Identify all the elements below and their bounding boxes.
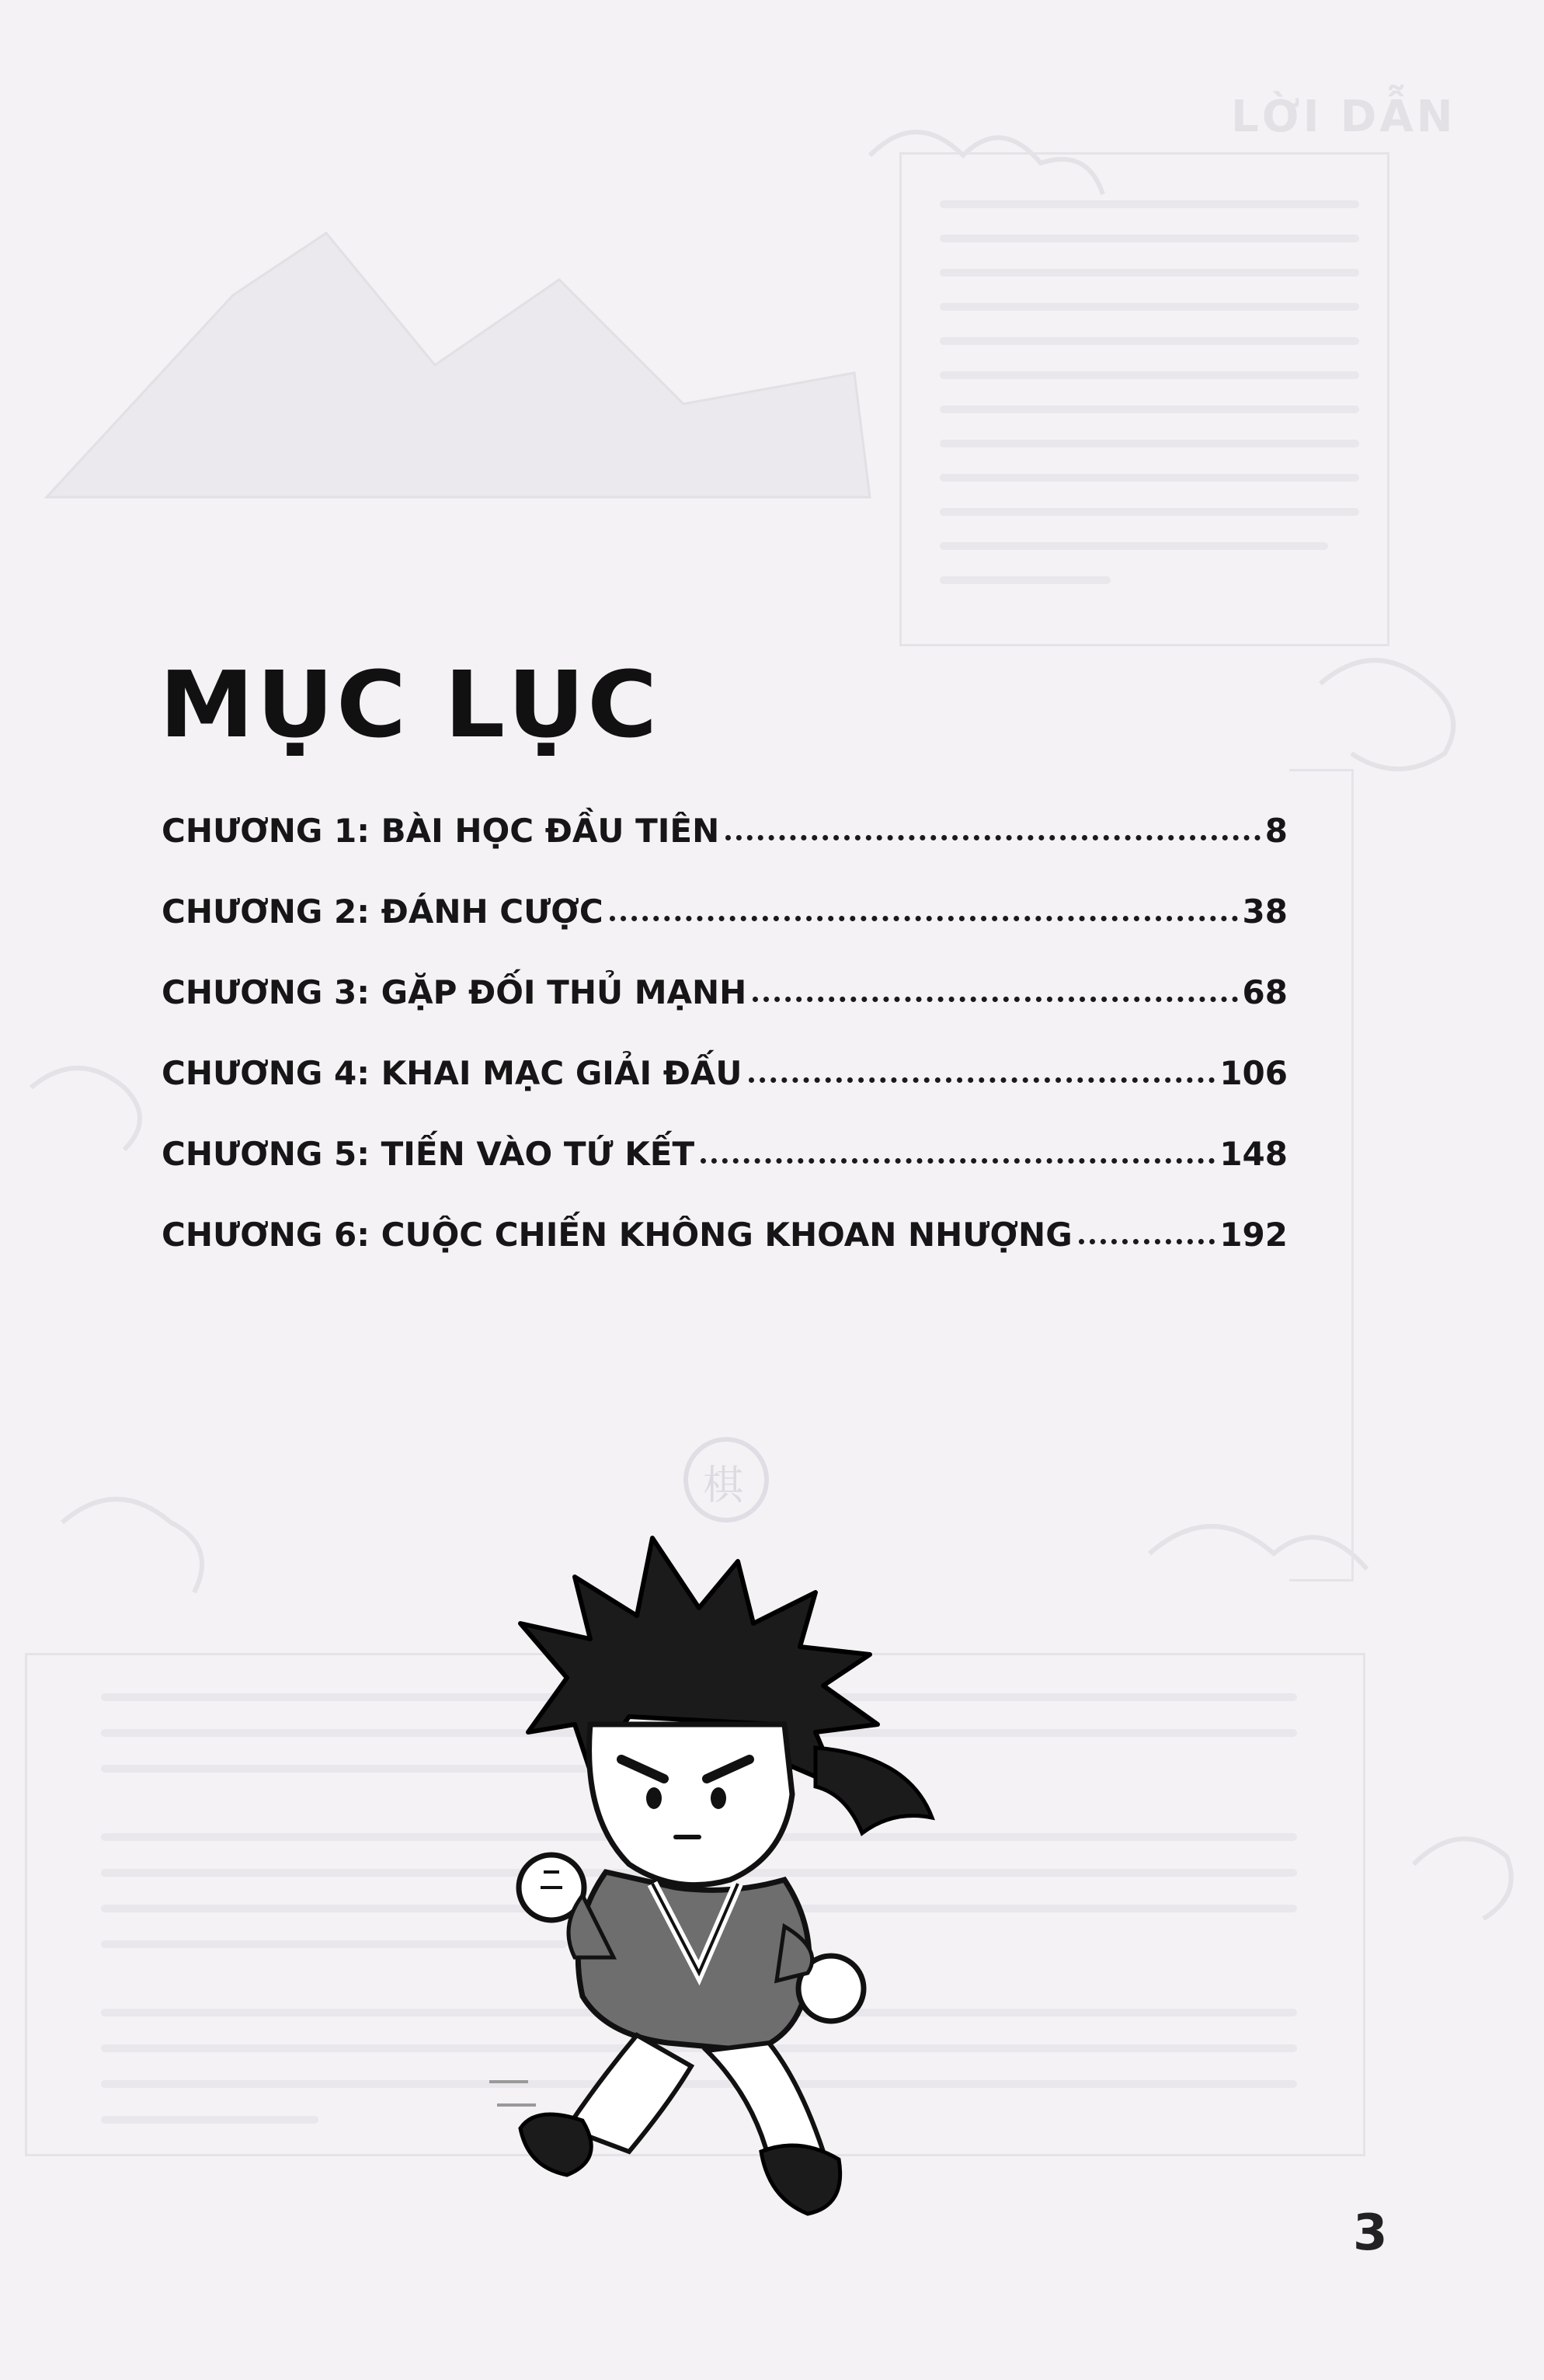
- cloud-swirl-left: [31, 1068, 140, 1150]
- faint-side-frame: [1289, 769, 1354, 1581]
- toc-entry-4[interactable]: [162, 1011, 1288, 1092]
- toc-list: [162, 769, 1288, 1254]
- ponytail: [815, 1748, 932, 1833]
- toc-leader-dots: [1079, 1239, 1215, 1244]
- toc-entry-6[interactable]: [162, 1173, 1288, 1254]
- toc-entry-label: CHƯƠNG 6: CUỘC CHIẾN KHÔNG KHOAN NHƯỢNG: [162, 1216, 1073, 1254]
- faint-mountain: [47, 233, 870, 497]
- toc-entry-page: 68: [1242, 973, 1288, 1011]
- toc-entry-page: 8: [1264, 812, 1288, 850]
- toc-leader-dots: [610, 916, 1238, 921]
- toc-entry-label: CHƯƠNG 5: TIẾN VÀO TỨ KẾT: [162, 1135, 695, 1173]
- left-shoe: [520, 2114, 591, 2175]
- faint-heading: LỜI DẪN: [1231, 92, 1456, 142]
- toc-entry-1[interactable]: [162, 769, 1288, 850]
- right-shoe: [761, 2145, 840, 2214]
- faint-intro-box: [899, 152, 1389, 646]
- toc-leader-dots: [701, 1158, 1215, 1164]
- toc-leader-dots: [725, 835, 1261, 840]
- toc-entry-label: CHƯƠNG 4: KHAI MẠC GIẢI ĐẤU: [162, 1054, 742, 1092]
- toc-entry-label: CHƯƠNG 3: GẶP ĐỐI THỦ MẠNH: [162, 973, 747, 1011]
- page-number: 3: [1353, 2204, 1388, 2262]
- cloud-swirl-right: [1320, 660, 1453, 769]
- toc-entry-page: 38: [1242, 893, 1288, 931]
- running-boy-illustration: [474, 1491, 986, 2237]
- toc-leader-dots: [753, 997, 1237, 1002]
- toc-entry-2[interactable]: [162, 850, 1288, 931]
- cloud-swirl-bottom-left: [62, 1499, 202, 1592]
- toc-entry-page: 106: [1219, 1054, 1288, 1092]
- toc-entry-label: CHƯƠNG 2: ĐÁNH CƯỢC: [162, 893, 603, 931]
- toc-title: MỤC LỤC: [159, 651, 660, 758]
- face: [589, 1724, 792, 1885]
- toc-entry-label: CHƯƠNG 1: BÀI HỌC ĐẦU TIÊN: [162, 812, 720, 850]
- toc-leader-dots: [749, 1077, 1215, 1083]
- toc-entry-3[interactable]: [162, 931, 1288, 1011]
- toc-entry-page: 192: [1219, 1216, 1288, 1254]
- toc-entry-5[interactable]: [162, 1092, 1288, 1173]
- cloud-swirl-corner: [1414, 1839, 1511, 1919]
- faint-stamp-glyph: 棋: [703, 1463, 744, 1509]
- toc-entry-page: 148: [1219, 1135, 1288, 1173]
